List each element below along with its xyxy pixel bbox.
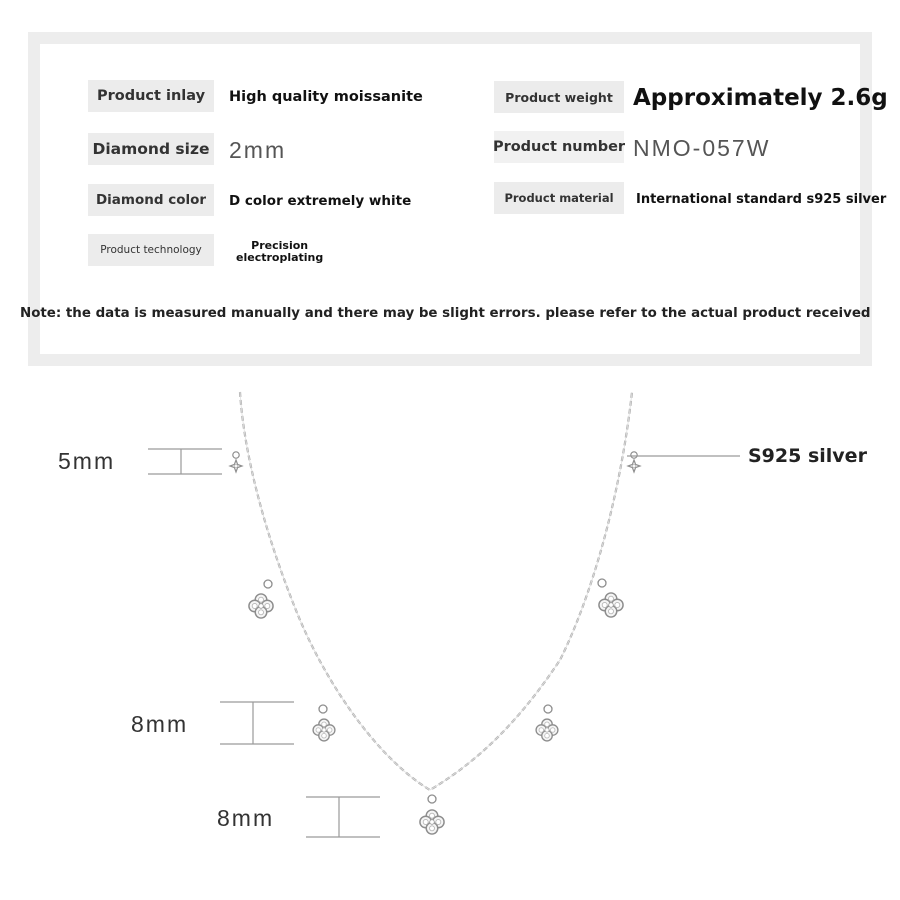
dim-label-center: 8mm [217, 805, 275, 831]
measurement-note: Note: the data is measured manually and there may be slight errors. please refer to the actual product received [20, 306, 871, 321]
inlay-label: Product inlay [88, 80, 214, 112]
diamond-color-value: D color extremely white [229, 193, 412, 209]
number-value: NMO-057W [633, 135, 771, 161]
charm-lower-right [536, 705, 558, 741]
inlay-value: High quality moissanite [229, 89, 423, 105]
charm-top-left [230, 452, 242, 472]
material-label: Product material [494, 182, 624, 214]
charm-center [420, 795, 444, 834]
diamond-size-value: 2mm [229, 137, 287, 163]
number-label: Product number [494, 131, 624, 163]
dim-bracket-side [220, 702, 294, 744]
dim-label-top: 5mm [58, 448, 116, 474]
material-callout-label: S925 silver [748, 445, 867, 467]
weight-value: Approximately 2.6g [633, 85, 888, 111]
charm-top-right [628, 452, 640, 472]
dim-bracket-top [148, 449, 222, 474]
technology-value-line2: electroplating [236, 251, 324, 264]
charm-lower-left [313, 705, 335, 741]
weight-label: Product weight [494, 81, 624, 113]
diamond-color-label: Diamond color [88, 184, 214, 216]
charm-upper-right [598, 579, 623, 617]
material-value: International standard s925 silver [636, 192, 887, 207]
dim-bracket-center [306, 797, 380, 837]
necklace-chain [240, 392, 632, 790]
technology-label: Product technology [88, 234, 214, 266]
technology-value-line1: Precision [251, 239, 309, 252]
charm-upper-left [249, 580, 273, 618]
dim-label-side: 8mm [131, 711, 189, 737]
necklace-chain-inner [240, 392, 632, 790]
diamond-size-label: Diamond size [88, 133, 214, 165]
